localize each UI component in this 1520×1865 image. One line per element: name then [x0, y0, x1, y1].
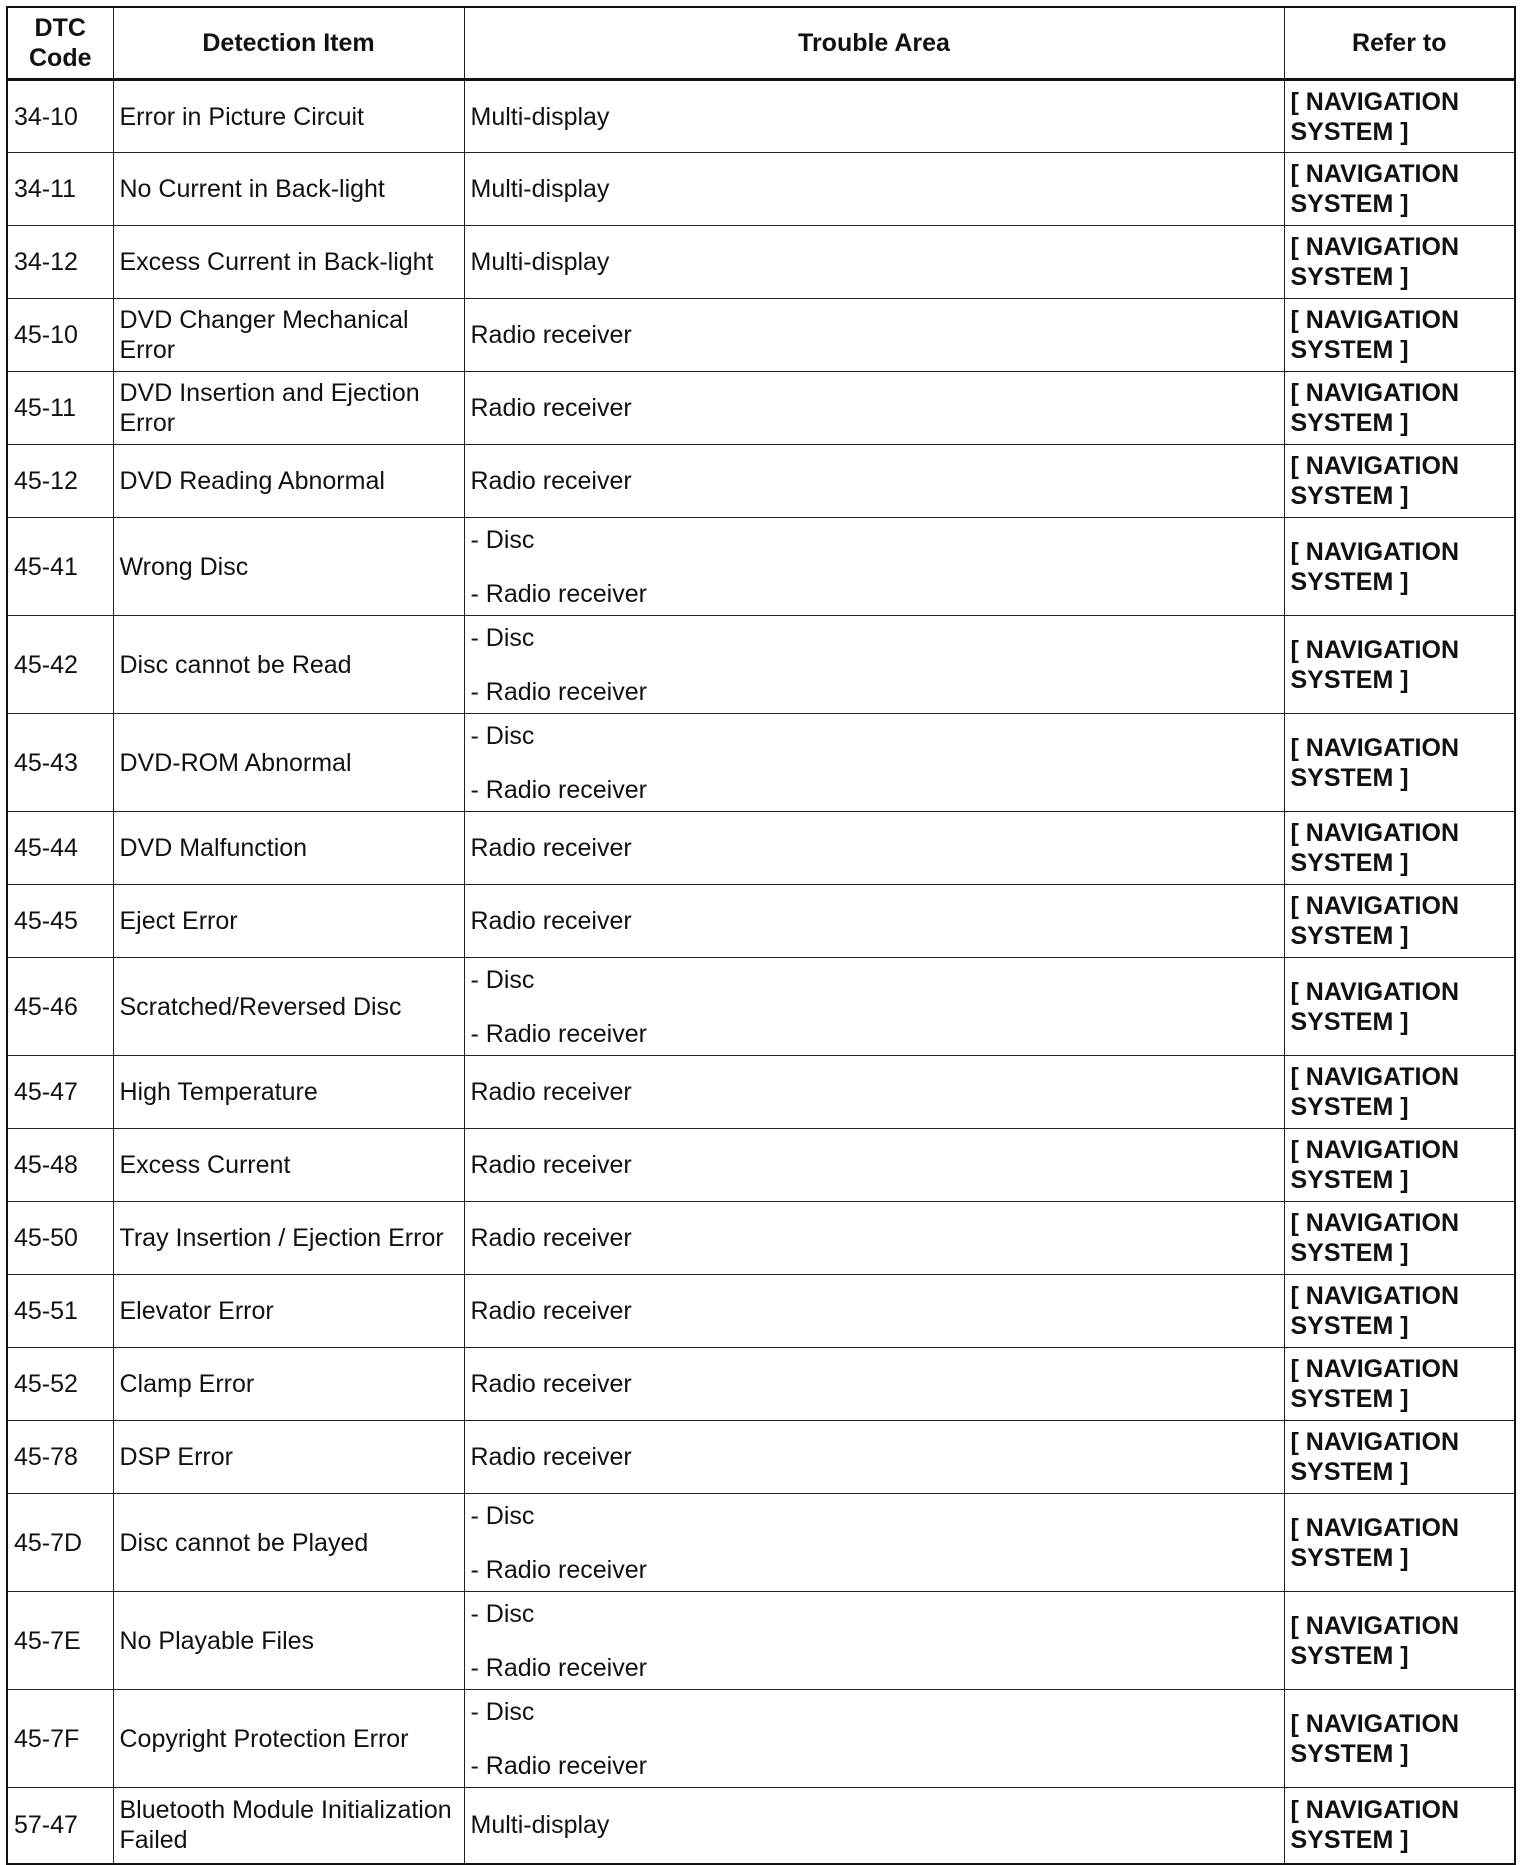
trouble-area-cell — [464, 1275, 1284, 1348]
detection-item-cell: No Playable Files — [113, 1592, 464, 1690]
table-row — [7, 226, 1515, 299]
refer-to-cell: [ NAVIGATION SYSTEM ] — [1284, 372, 1515, 445]
refer-to-cell: [ NAVIGATION SYSTEM ] — [1284, 885, 1515, 958]
table-row — [7, 1592, 1515, 1690]
trouble-area-line: Radio receiver — [470, 467, 632, 495]
table-row — [7, 812, 1515, 885]
trouble-area-line: Radio receiver — [470, 394, 632, 422]
trouble-area-line: - Radio receiver — [470, 775, 647, 804]
trouble-area-line: Radio receiver — [470, 321, 632, 349]
trouble-area-cell — [464, 958, 1284, 1056]
trouble-area-line: Radio receiver — [470, 1297, 632, 1325]
detection-item-cell: Bluetooth Module Initialization Failed — [113, 1788, 464, 1864]
dtc-code-cell: 45-12 — [7, 445, 113, 518]
dtc-code-cell: 45-78 — [7, 1421, 113, 1494]
trouble-area-line: Radio receiver — [470, 907, 632, 935]
dtc-code-cell: 45-52 — [7, 1348, 113, 1421]
dtc-table — [6, 6, 1516, 1865]
trouble-area-line: Radio receiver — [470, 834, 632, 862]
table-row — [7, 1494, 1515, 1592]
table-row — [7, 299, 1515, 372]
table-row — [7, 1275, 1515, 1348]
trouble-area-line: Radio receiver — [470, 1151, 632, 1179]
dtc-code-cell: 34-12 — [7, 226, 113, 299]
refer-to-cell: [ NAVIGATION SYSTEM ] — [1284, 1348, 1515, 1421]
table-row — [7, 616, 1515, 714]
table-row — [7, 372, 1515, 445]
refer-to-cell: [ NAVIGATION SYSTEM ] — [1284, 299, 1515, 372]
trouble-area-line: Radio receiver — [470, 1443, 632, 1471]
trouble-area-cell — [464, 812, 1284, 885]
table-row — [7, 1129, 1515, 1202]
table-row — [7, 885, 1515, 958]
trouble-area-cell — [464, 153, 1284, 226]
detection-item-cell: Disc cannot be Read — [113, 616, 464, 714]
trouble-area-cell — [464, 714, 1284, 812]
dtc-code-cell: 45-7F — [7, 1690, 113, 1788]
trouble-area-cell — [464, 1056, 1284, 1129]
table-row — [7, 153, 1515, 226]
dtc-code-cell: 45-50 — [7, 1202, 113, 1275]
detection-item-cell: DVD Insertion and Ejection Error — [113, 372, 464, 445]
dtc-code-cell: 45-41 — [7, 518, 113, 616]
trouble-area-line: Multi-display — [470, 175, 610, 203]
trouble-area-line: - Radio receiver — [470, 1555, 647, 1584]
trouble-area-cell — [464, 299, 1284, 372]
trouble-area-line: Radio receiver — [470, 1224, 632, 1252]
table-row — [7, 1788, 1515, 1864]
refer-to-cell: [ NAVIGATION SYSTEM ] — [1284, 1690, 1515, 1788]
trouble-area-line: - Radio receiver — [470, 1751, 647, 1780]
header-trouble-area: Trouble Area — [464, 7, 1284, 80]
header-dtc-code: DTC Code — [7, 7, 113, 80]
trouble-area-cell — [464, 1129, 1284, 1202]
table-row — [7, 714, 1515, 812]
detection-item-cell: Elevator Error — [113, 1275, 464, 1348]
trouble-area-cell — [464, 226, 1284, 299]
refer-to-cell: [ NAVIGATION SYSTEM ] — [1284, 518, 1515, 616]
detection-item-cell: DVD-ROM Abnormal — [113, 714, 464, 812]
trouble-area-line: - Disc — [470, 1697, 535, 1726]
dtc-code-cell: 45-47 — [7, 1056, 113, 1129]
detection-item-cell: Excess Current in Back-light — [113, 226, 464, 299]
refer-to-cell: [ NAVIGATION SYSTEM ] — [1284, 958, 1515, 1056]
header-detection-item: Detection Item — [113, 7, 464, 80]
trouble-area-cell — [464, 518, 1284, 616]
trouble-area-cell — [464, 1348, 1284, 1421]
refer-to-cell: [ NAVIGATION SYSTEM ] — [1284, 1494, 1515, 1592]
detection-item-cell: DVD Malfunction — [113, 812, 464, 885]
table-body — [7, 80, 1515, 1864]
refer-to-cell: [ NAVIGATION SYSTEM ] — [1284, 80, 1515, 153]
refer-to-cell: [ NAVIGATION SYSTEM ] — [1284, 1788, 1515, 1864]
dtc-code-cell: 45-51 — [7, 1275, 113, 1348]
refer-to-cell: [ NAVIGATION SYSTEM ] — [1284, 1129, 1515, 1202]
detection-item-cell: Eject Error — [113, 885, 464, 958]
detection-item-cell: DSP Error — [113, 1421, 464, 1494]
trouble-area-cell — [464, 885, 1284, 958]
refer-to-cell: [ NAVIGATION SYSTEM ] — [1284, 812, 1515, 885]
trouble-area-line: - Radio receiver — [470, 1019, 647, 1048]
refer-to-cell: [ NAVIGATION SYSTEM ] — [1284, 1592, 1515, 1690]
dtc-code-cell: 45-10 — [7, 299, 113, 372]
detection-item-cell: DVD Reading Abnormal — [113, 445, 464, 518]
trouble-area-cell — [464, 1494, 1284, 1592]
dtc-code-cell: 45-7E — [7, 1592, 113, 1690]
detection-item-cell: Clamp Error — [113, 1348, 464, 1421]
dtc-code-cell: 45-7D — [7, 1494, 113, 1592]
dtc-code-cell: 45-46 — [7, 958, 113, 1056]
trouble-area-cell — [464, 1592, 1284, 1690]
refer-to-cell: [ NAVIGATION SYSTEM ] — [1284, 226, 1515, 299]
refer-to-cell: [ NAVIGATION SYSTEM ] — [1284, 445, 1515, 518]
trouble-area-cell — [464, 372, 1284, 445]
table-row — [7, 518, 1515, 616]
trouble-area-line: - Disc — [470, 1599, 535, 1628]
dtc-code-cell: 45-43 — [7, 714, 113, 812]
trouble-area-line: - Radio receiver — [470, 677, 647, 706]
refer-to-cell: [ NAVIGATION SYSTEM ] — [1284, 153, 1515, 226]
dtc-code-cell: 45-45 — [7, 885, 113, 958]
dtc-code-cell: 57-47 — [7, 1788, 113, 1864]
detection-item-cell: Wrong Disc — [113, 518, 464, 616]
trouble-area-line: - Disc — [470, 525, 535, 554]
detection-item-cell: No Current in Back-light — [113, 153, 464, 226]
trouble-area-line: - Disc — [470, 1501, 535, 1530]
trouble-area-cell — [464, 616, 1284, 714]
trouble-area-cell — [464, 1202, 1284, 1275]
trouble-area-line: Radio receiver — [470, 1078, 632, 1106]
trouble-area-line: - Radio receiver — [470, 1653, 647, 1682]
trouble-area-line: Radio receiver — [470, 1370, 632, 1398]
trouble-area-cell — [464, 1788, 1284, 1864]
table-header — [7, 7, 1515, 80]
table-row — [7, 1690, 1515, 1788]
table-row — [7, 1421, 1515, 1494]
trouble-area-line: - Disc — [470, 721, 535, 750]
dtc-code-cell: 45-42 — [7, 616, 113, 714]
dtc-code-cell: 45-44 — [7, 812, 113, 885]
detection-item-cell: Error in Picture Circuit — [113, 80, 464, 153]
table-row — [7, 1202, 1515, 1275]
trouble-area-cell — [464, 445, 1284, 518]
table-row — [7, 1056, 1515, 1129]
detection-item-cell: High Temperature — [113, 1056, 464, 1129]
header-refer-to: Refer to — [1284, 7, 1515, 80]
dtc-code-cell: 34-11 — [7, 153, 113, 226]
detection-item-cell: Disc cannot be Played — [113, 1494, 464, 1592]
table-row — [7, 958, 1515, 1056]
trouble-area-line: - Disc — [470, 965, 535, 994]
dtc-code-cell: 45-11 — [7, 372, 113, 445]
table-row — [7, 445, 1515, 518]
trouble-area-cell — [464, 1421, 1284, 1494]
trouble-area-cell — [464, 80, 1284, 153]
detection-item-cell: Copyright Protection Error — [113, 1690, 464, 1788]
trouble-area-line: - Disc — [470, 623, 535, 652]
dtc-code-cell: 45-48 — [7, 1129, 113, 1202]
trouble-area-line: Multi-display — [470, 248, 610, 276]
refer-to-cell: [ NAVIGATION SYSTEM ] — [1284, 1056, 1515, 1129]
header-row — [7, 7, 1515, 80]
refer-to-cell: [ NAVIGATION SYSTEM ] — [1284, 1421, 1515, 1494]
table-row — [7, 1348, 1515, 1421]
dtc-code-cell: 34-10 — [7, 80, 113, 153]
table-row — [7, 80, 1515, 153]
trouble-area-line: Multi-display — [470, 102, 610, 131]
refer-to-cell: [ NAVIGATION SYSTEM ] — [1284, 1202, 1515, 1275]
detection-item-cell: Excess Current — [113, 1129, 464, 1202]
detection-item-cell: Tray Insertion / Ejection Error — [113, 1202, 464, 1275]
trouble-area-line: - Radio receiver — [470, 579, 647, 608]
refer-to-cell: [ NAVIGATION SYSTEM ] — [1284, 616, 1515, 714]
trouble-area-line: Multi-display — [470, 1811, 610, 1840]
detection-item-cell: Scratched/Reversed Disc — [113, 958, 464, 1056]
refer-to-cell: [ NAVIGATION SYSTEM ] — [1284, 1275, 1515, 1348]
refer-to-cell: [ NAVIGATION SYSTEM ] — [1284, 714, 1515, 812]
trouble-area-cell — [464, 1690, 1284, 1788]
detection-item-cell: DVD Changer Mechanical Error — [113, 299, 464, 372]
